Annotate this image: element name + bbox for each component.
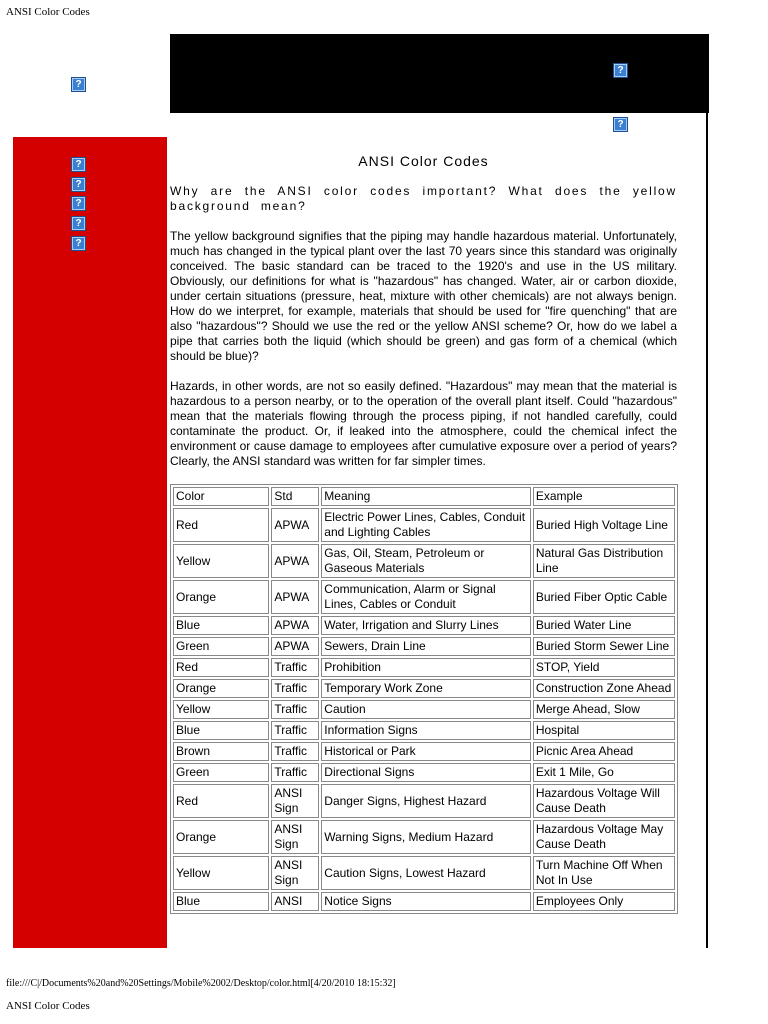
cell-example: Hospital xyxy=(533,721,675,740)
cell-color: Green xyxy=(173,763,269,782)
table-row xyxy=(173,721,675,740)
file-path-footer: file:///C|/Documents%20and%20Settings/Mobile%2002/Desktop/color.html[4/20/2010 18:15:32] xyxy=(6,978,396,989)
table-row xyxy=(173,700,675,719)
cell-std: Traffic xyxy=(271,658,319,677)
cell-color: Orange xyxy=(173,580,269,614)
cell-example: Buried High Voltage Line xyxy=(533,508,675,542)
table-row xyxy=(173,658,675,677)
cell-example: Buried Water Line xyxy=(533,616,675,635)
cell-meaning: Gas, Oil, Steam, Petroleum or Gaseous Materials xyxy=(321,544,531,578)
document-title-header: ANSI Color Codes xyxy=(6,6,90,18)
content-right-border xyxy=(706,113,708,948)
cell-color: Blue xyxy=(173,721,269,740)
cell-example: Buried Storm Sewer Line xyxy=(533,637,675,656)
cell-color: Blue xyxy=(173,892,269,911)
cell-color: Orange xyxy=(173,679,269,698)
cell-meaning: Electric Power Lines, Cables, Conduit and Lighting Cables xyxy=(321,508,531,542)
cell-meaning: Temporary Work Zone xyxy=(321,679,531,698)
cell-meaning: Caution Signs, Lowest Hazard xyxy=(321,856,531,890)
cell-std: Traffic xyxy=(271,742,319,761)
broken-image-icon[interactable]: ? xyxy=(71,177,86,192)
cell-meaning: Notice Signs xyxy=(321,892,531,911)
table-header-row xyxy=(173,487,675,506)
table-row xyxy=(173,742,675,761)
table-row xyxy=(173,763,675,782)
broken-image-icon[interactable]: ? xyxy=(71,216,86,231)
cell-std: APWA xyxy=(271,616,319,635)
cell-meaning: Communication, Alarm or Signal Lines, Cables or Conduit xyxy=(321,580,531,614)
table-row xyxy=(173,616,675,635)
header-banner xyxy=(170,34,709,113)
cell-example: Natural Gas Distribution Line xyxy=(533,544,675,578)
cell-color: Red xyxy=(173,508,269,542)
cell-std: ANSI Sign xyxy=(271,820,319,854)
cell-color: Red xyxy=(173,784,269,818)
cell-std: Traffic xyxy=(271,721,319,740)
table-row xyxy=(173,784,675,818)
cell-example: STOP, Yield xyxy=(533,658,675,677)
table-row xyxy=(173,820,675,854)
header-cell: Color xyxy=(173,487,269,506)
cell-color: Brown xyxy=(173,742,269,761)
table-row xyxy=(173,892,675,911)
broken-image-icon[interactable]: ? xyxy=(71,196,86,211)
sidebar-panel xyxy=(13,137,167,948)
broken-image-icon[interactable]: ? xyxy=(613,63,628,78)
cell-color: Blue xyxy=(173,616,269,635)
page-heading: ANSI Color Codes xyxy=(358,153,489,169)
cell-meaning: Caution xyxy=(321,700,531,719)
table-row xyxy=(173,580,675,614)
cell-color: Red xyxy=(173,658,269,677)
cell-meaning: Danger Signs, Highest Hazard xyxy=(321,784,531,818)
table-row xyxy=(173,856,675,890)
broken-image-icon[interactable]: ? xyxy=(613,117,628,132)
table-row xyxy=(173,679,675,698)
cell-color: Orange xyxy=(173,820,269,854)
header-cell: Meaning xyxy=(321,487,531,506)
intro-question: Why are the ANSI color codes important? What does the yellow background mean? xyxy=(170,184,677,213)
cell-meaning: Historical or Park xyxy=(321,742,531,761)
cell-example: Exit 1 Mile, Go xyxy=(533,763,675,782)
cell-meaning: Sewers, Drain Line xyxy=(321,637,531,656)
cell-color: Yellow xyxy=(173,544,269,578)
cell-example: Turn Machine Off When Not In Use xyxy=(533,856,675,890)
cell-std: ANSI Sign xyxy=(271,784,319,818)
cell-meaning: Directional Signs xyxy=(321,763,531,782)
table-row xyxy=(173,508,675,542)
main-content xyxy=(170,150,677,914)
cell-color: Yellow xyxy=(173,700,269,719)
header-cell: Example xyxy=(533,487,675,506)
cell-example: Buried Fiber Optic Cable xyxy=(533,580,675,614)
broken-image-icon[interactable]: ? xyxy=(71,77,86,92)
cell-example: Merge Ahead, Slow xyxy=(533,700,675,719)
cell-std: APWA xyxy=(271,508,319,542)
table-row xyxy=(173,544,675,578)
cell-std: ANSI xyxy=(271,892,319,911)
cell-meaning: Water, Irrigation and Slurry Lines xyxy=(321,616,531,635)
cell-example: Employees Only xyxy=(533,892,675,911)
header-cell: Std xyxy=(271,487,319,506)
document-title-footer: ANSI Color Codes xyxy=(6,1000,90,1012)
cell-std: APWA xyxy=(271,544,319,578)
cell-meaning: Prohibition xyxy=(321,658,531,677)
broken-image-icon[interactable]: ? xyxy=(71,236,86,251)
cell-std: APWA xyxy=(271,580,319,614)
paragraph: Hazards, in other words, are not so easily defined. "Hazardous" may mean that the material is hazardous to a person nearby, or to the operation of the overall plant itself. Could "hazardous" mean that the materials flowing through the process piping, if not handled carefully, could contaminate the product. Or, if leaked into the atmosphere, could the chemical infect the environment or cause damage to employees after cumulative exposure over a period of years? Clearly, the ANSI standard was written for far simpler times. xyxy=(170,379,677,468)
cell-meaning: Information Signs xyxy=(321,721,531,740)
cell-color: Yellow xyxy=(173,856,269,890)
color-codes-table xyxy=(170,484,678,914)
cell-std: ANSI Sign xyxy=(271,856,319,890)
broken-image-icon[interactable]: ? xyxy=(71,157,86,172)
cell-std: Traffic xyxy=(271,700,319,719)
cell-std: Traffic xyxy=(271,763,319,782)
cell-meaning: Warning Signs, Medium Hazard xyxy=(321,820,531,854)
cell-example: Picnic Area Ahead xyxy=(533,742,675,761)
cell-color: Green xyxy=(173,637,269,656)
cell-example: Hazardous Voltage May Cause Death xyxy=(533,820,675,854)
paragraph: The yellow background signifies that the piping may handle hazardous material. Unfortunately, much has changed in the typical plant over the last 70 years since this standard was originally conceived. The basic standard can be traced to the 1920's and use in the US military. Obviously, our definitions for what is "hazardous" has changed. Water, air or carbon dioxide, under certain situations (pressure, heat, mixture with other chemicals) are not always benign. How do we interpret, for example, materials that should be used for "fire quenching" that are also "hazardous"? Should we use the red or the yellow ANSI scheme? Or, how do we label a pipe that carries both the liquid (which should be green) and gas form of a chemical (which should be blue)? xyxy=(170,229,677,363)
cell-example: Hazardous Voltage Will Cause Death xyxy=(533,784,675,818)
table-row xyxy=(173,637,675,656)
cell-std: Traffic xyxy=(271,679,319,698)
cell-std: APWA xyxy=(271,637,319,656)
cell-example: Construction Zone Ahead xyxy=(533,679,675,698)
